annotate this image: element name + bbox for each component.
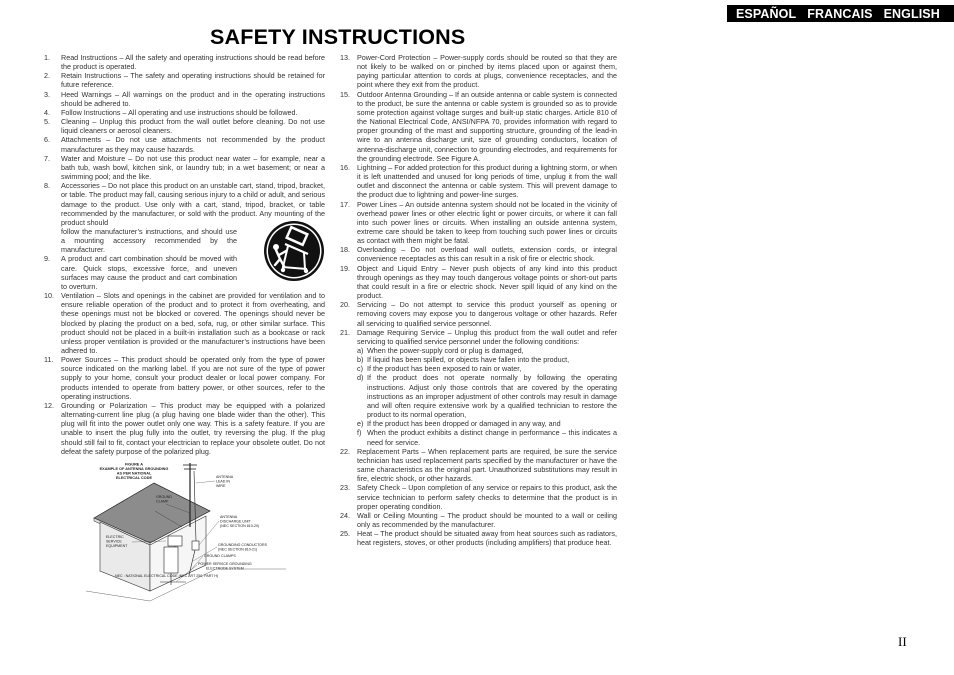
language-tab-francais[interactable]: FRANCAIS [807, 6, 873, 21]
condition-letter: b) [357, 355, 364, 365]
condition-text: When the power-supply cord or plug is damaged, [367, 346, 524, 355]
item-text: Water and Moisture – Do not use this product near water – for example, near a bath tub, wash bowl, kitchen sink, or laundry tub; in a wet basement; or near a swimming pool; and the like. [61, 153, 325, 182]
instruction-10 [40, 291, 325, 355]
item-number: 12. [44, 400, 54, 410]
figure-label: GROUND CLAMPS [204, 554, 236, 558]
condition-item [357, 355, 617, 364]
instruction-7 [40, 154, 325, 181]
item-text: Read Instructions – All the safety and operating instructions should be read before the product is operated. [61, 53, 325, 72]
language-tab-english[interactable]: ENGLISH [883, 6, 940, 21]
item-text: Wall or Ceiling Mounting – The product should be mounted to a wall or ceiling only as recommended by the manufacturer. [357, 510, 617, 529]
item-text-beside-icon: follow the manufacturer’s instructions, and should use a mounting accessory recommended by the manufacturer. [61, 226, 237, 255]
item-text-beside-icon: A product and cart combination should be moved with care. Quick stops, excessive force, and uneven surfaces may cause the product and cart combination to overturn. [61, 254, 237, 291]
item-text: Grounding or Polarization – This product may be equipped with a polarized alternating-current line plug (a plug having one blade wider than the other). This plug will fit into the power outlet only one way. This is a safety feature. If you are unable to insert the plug fully into the outlet, try reversing the plug. If the plug should still fail to fit, contact your electrician to replace your obsolete outlet. Do not defeat the safety purpose of the polarized plug. [61, 400, 325, 456]
figure-label: (NEC SECTION 810-20) [220, 524, 260, 528]
item-text: Heed Warnings – All warnings on the product and in the operating instructions should be adhered to. [61, 89, 325, 108]
item-number: 6. [44, 135, 50, 145]
figure-label: WIRE [216, 484, 226, 488]
figure-label: POWER SERVICE GROUNDING [198, 562, 252, 566]
figure-label: AS PER NATIONAL [116, 471, 152, 476]
item-number: 20. [340, 300, 350, 310]
condition-letter: c) [357, 364, 363, 374]
item-number: 22. [340, 446, 350, 456]
condition-letter: e) [357, 419, 364, 429]
condition-item [357, 364, 617, 373]
page-title: SAFETY INSTRUCTIONS [210, 25, 466, 49]
item-text: Safety Check – Upon completion of any service or repairs to this product, ask the service technician to perform safety checks to determine that the product is in proper operating condition. [357, 483, 617, 511]
figure-label: (NEC SECTION 810-21) [218, 547, 258, 552]
item-text: Heat – The product should be situated away from heat sources such as radiators, heat registers, stoves, or other products (including amplifiers) that produce heat. [357, 529, 617, 548]
item-number: 7. [44, 153, 50, 163]
figure-label: ELECTRIC [106, 535, 124, 539]
instruction-24 [336, 511, 617, 529]
instruction-5 [40, 117, 325, 135]
condition-item [357, 373, 617, 419]
figure-label: GROUND [156, 495, 172, 499]
instruction-3 [40, 90, 325, 108]
item-number: 16. [340, 162, 350, 172]
figure-label: ANTENNA [216, 475, 234, 479]
item-text: Power Lines – An outside antenna system should not be located in the vicinity of overhead power lines or other electric light or power circuits, or where it can fall into such power lines or circuits. When installing an outside antenna system, extreme care should be taken to keep from touching such power lines or circuits as contact with them might be fatal. [357, 199, 617, 246]
condition-text: If the product does not operate normally by following the operating instructions. Adjust only those controls that are covered by the operating instructions as an improper adjustment of other controls may result in damage and will often require extensive work by a qualified technician to restore the product to its normal operation, [367, 373, 617, 420]
item-number: 2. [44, 71, 50, 81]
condition-letter: f) [357, 428, 362, 438]
instruction-23 [336, 483, 617, 510]
instruction-13 [336, 53, 617, 90]
figure-label: EQUIPMENT [106, 544, 128, 548]
condition-item [357, 346, 617, 355]
instruction-16 [336, 163, 617, 200]
item-number: 25. [340, 529, 350, 539]
instruction-2 [40, 71, 325, 89]
item-text: Outdoor Antenna Grounding – If an outside antenna or cable system is connected to the product, be sure the antenna or cable system is grounded so as to provide some protection against voltage surges and built-up static charges. Article 810 of the National Electrical Code, ANSI/NFPA 70, provides information with regard to proper grounding of the mast and supporting structure, grounding of the lead-in wire to an antenna discharge unit, size of grounding conductors, location of antenna-discharge unit, connection to grounding electrodes, and requirements for the grounding electrode. See Figure A. [357, 89, 617, 163]
item-text: Power Sources – This product should be operated only from the type of power source indicated on the marking label. If you are not sure of the type of power supply to your home, consult your product dealer or local power company. For products intended to operate from battery power, or other sources, refer to the operating instructions. [61, 355, 325, 401]
instruction-17 [336, 200, 617, 246]
item-number: 9. [44, 254, 50, 264]
item-text: Object and Liquid Entry – Never push objects of any kind into this product through openings as they may touch dangerous voltage points or short-out parts that could result in a fire or electric shock. Never spill liquid of any kind on the product. [357, 263, 617, 301]
item-number: 18. [340, 245, 350, 255]
item-text: Ventilation – Slots and openings in the cabinet are provided for ventilation and to ensure reliable operation of the product and to protect it from overheating, and these openings must not be blocked or covered. The openings should never be blocked by placing the product on a bed, sofa, rug, or other similar surface. This product should not be placed in a built-in installation such as a bookcase or rack unless proper ventilation is provided or the manufacturer’s instructions have been adhered to. [61, 291, 325, 355]
language-tabs [727, 5, 954, 22]
instruction-6 [40, 135, 325, 153]
figure-label: LEAD IN [216, 479, 230, 484]
figure-label: GROUNDING CONDUCTORS [218, 543, 268, 547]
instruction-18 [336, 245, 617, 263]
language-tab-espanol[interactable]: ESPAÑOL [736, 6, 797, 21]
item-number: 10. [44, 291, 54, 301]
instruction-21 [336, 328, 617, 447]
item-text: Lightning – For added protection for this product during a lightning storm, or when it is left unattended and unused for long periods of time, unplug it from the wall outlet and disconnect the antenna or cable system. This will prevent damage to the product due to lightning and power-line surges. [357, 162, 617, 200]
instruction-4 [40, 108, 325, 117]
item-number: 15. [340, 89, 350, 99]
condition-text: If the product has been exposed to rain or water, [367, 364, 522, 374]
item-text: Follow Instructions – All operating and use instructions should be followed. [61, 107, 298, 117]
figure-label: EXAMPLE OF ANTENNA GROUNDING [99, 467, 169, 471]
item-text: Power-Cord Protection – Power-supply cords should be routed so that they are not likely to be walked on or pinched by items placed upon or against them, paying particular attention to cords at plugs, convenience receptacles, and the point where they exit from the product. [357, 53, 617, 90]
item-number: 1. [44, 53, 50, 62]
instruction-20 [336, 300, 617, 327]
figure-label: CLAMP [156, 499, 169, 504]
antenna-grounding-figure [86, 461, 296, 611]
item-number: 21. [340, 327, 350, 337]
instruction-25 [336, 529, 617, 547]
condition-text: If the product has been dropped or damaged in any way, and [367, 419, 561, 429]
figure-label: SERVICE [106, 539, 122, 544]
item-text: Replacement Parts – When replacement parts are required, be sure the service technician has used replacement parts specified by the manufacturer or have the same characteristics as the original part. Unauthorized substitutions may result in fire, electric shock, or other hazards. [357, 446, 617, 484]
condition-item [357, 419, 617, 428]
item-number: 23. [340, 483, 350, 493]
condition-letter: a) [357, 346, 364, 355]
instruction-22 [336, 447, 617, 484]
item-number: 17. [340, 199, 350, 209]
instruction-1 [40, 53, 325, 71]
page-number: II [898, 634, 907, 649]
item-number: 5. [44, 117, 50, 127]
item-number: 11. [44, 355, 54, 365]
figure-label: ELECTRICAL CODE [115, 476, 153, 480]
instructions-right-column [336, 53, 617, 547]
condition-letter: d) [357, 373, 364, 383]
item-number: 4. [44, 107, 50, 117]
instruction-12 [40, 401, 325, 456]
instruction-15 [336, 90, 617, 163]
item-text: Attachments – Do not use attachments not recommended by the product manufacturer as they may cause hazards. [61, 135, 325, 154]
instruction-11 [40, 355, 325, 401]
item-text: Cleaning – Unplug this product from the wall outlet before cleaning. Do not use liquid cleaners or aerosol cleaners. [61, 117, 325, 136]
figure-label: DISCHARGE UNIT [220, 519, 251, 524]
item-text: Servicing – Do not attempt to service this product yourself as opening or removing covers may expose you to dangerous voltage or other hazards. Refer all servicing to qualified service personnel. [357, 300, 617, 328]
instruction-19 [336, 264, 617, 301]
figure-label: ANTENNA [220, 515, 238, 519]
item-number: 8. [44, 181, 50, 191]
item-text: Damage Requiring Service – Unplug this product from the wall outlet and refer servicing to qualified service personnel under the following conditions: [357, 327, 617, 346]
item-text: Accessories – Do not place this product on an unstable cart, stand, tripod, bracket, or table. The product may fall, causing serious injury to a child or adult, and serious damage to the product. Use only with a cart, stand, tripod, bracket, or table recommended by the manufacturer, or sold with the product. Any mounting of the product should [61, 181, 325, 227]
item-text: Overloading – Do not overload wall outlets, extension cords, or integral convenience receptacles as this can result in a risk of fire or electric shock. [357, 245, 617, 264]
item-text: Retain Instructions – The safety and operating instructions should be retained for future reference. [61, 71, 325, 90]
item-number: 13. [340, 53, 350, 62]
figure-label: NEC : NATIONAL ELECTRICAL CODE (NEC ART 250, PART H) [115, 574, 219, 578]
item-number: 19. [340, 263, 350, 273]
item-number: 24. [340, 510, 350, 520]
figure-label: ELECTRODE SYSTEM [206, 566, 244, 571]
condition-text: If liquid has been spilled, or objects have fallen into the product, [367, 355, 570, 365]
condition-item [357, 428, 617, 446]
condition-text: When the product exhibits a distinct change in performance – this indicates a need for service. [367, 428, 617, 447]
cart-warning-icon [263, 220, 325, 282]
figure-label: FIGURE A [125, 462, 143, 467]
item-number: 3. [44, 89, 50, 99]
